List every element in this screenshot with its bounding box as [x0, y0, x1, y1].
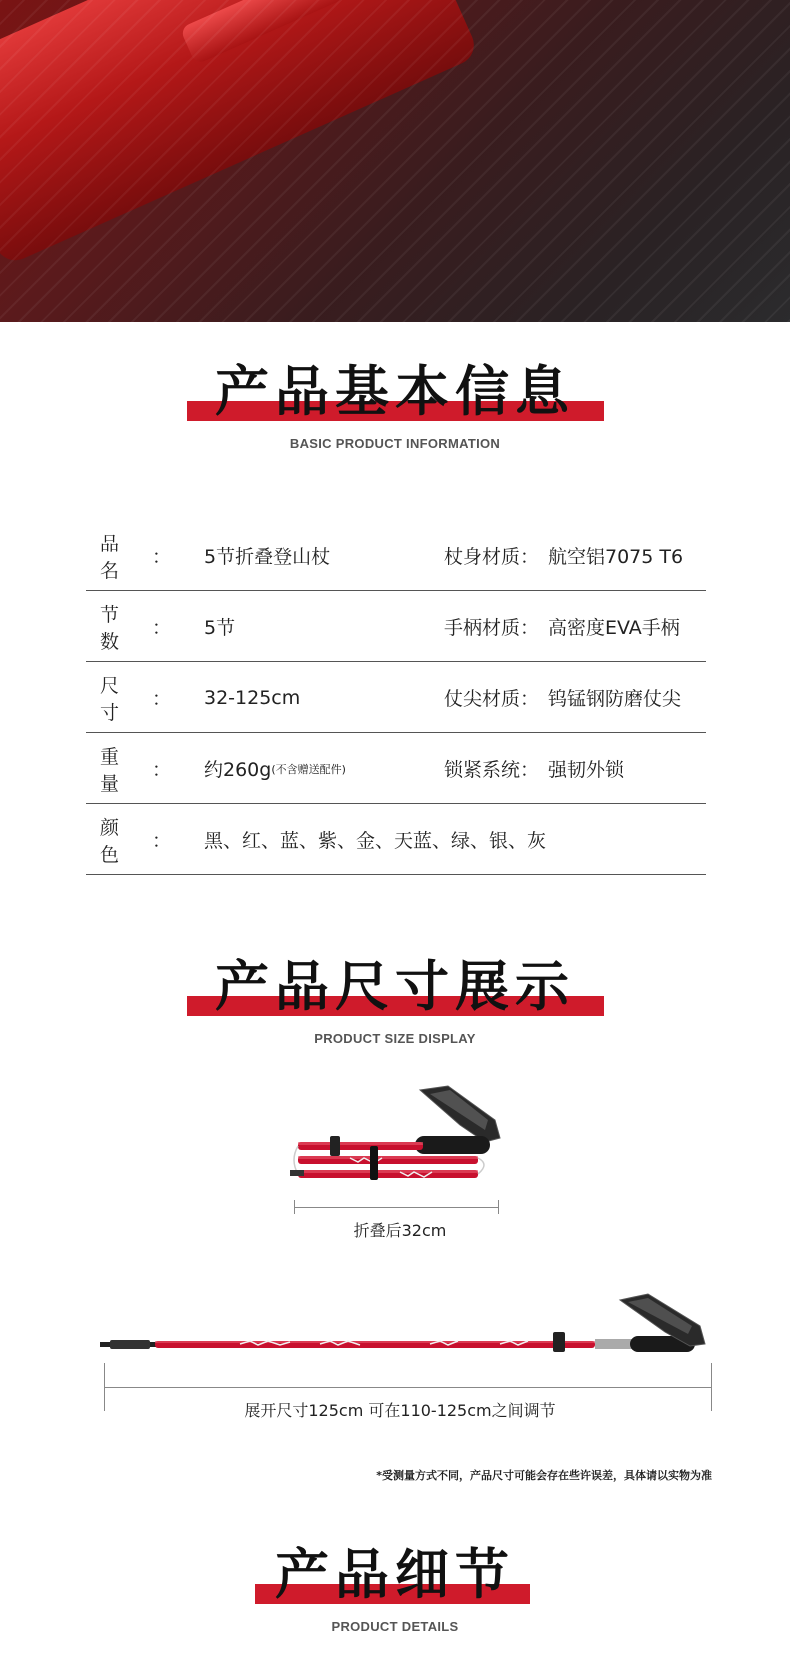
row-right-value: 钨锰钢防磨仗尖: [548, 688, 682, 710]
table-row: [86, 520, 706, 591]
table-row: [86, 804, 706, 875]
table-row: [86, 591, 706, 662]
dimension-tick: [104, 1363, 105, 1411]
row-right-value: 强韧外锁: [548, 759, 625, 781]
row-key: 品名: [100, 532, 148, 582]
section-heading-details: [0, 1543, 790, 1634]
dimension-tick: [294, 1200, 295, 1214]
dimension-tick: [711, 1363, 712, 1411]
row-value: 黑、红、蓝、紫、金、天蓝、绿、银、灰: [204, 830, 547, 852]
row-colon: ：: [152, 617, 172, 639]
section-subtitle: BASIC PRODUCT INFORMATION: [289, 436, 501, 451]
row-right-key: 锁紧系统：: [444, 759, 540, 781]
row-value-wrap: [204, 733, 346, 804]
banner-stripes: [0, 0, 790, 322]
extended-dimension-line: [104, 1387, 711, 1388]
row-right-key: 杖身材质：: [444, 546, 540, 568]
row-colon: ：: [152, 759, 172, 781]
row-value: 32-125cm: [204, 686, 301, 709]
row-key: 节数: [100, 603, 148, 653]
row-right-key: 手柄材质：: [444, 617, 540, 639]
row-colon: ：: [152, 830, 172, 852]
folded-dimension-line: [294, 1207, 498, 1208]
row-right-key: 仗尖材质：: [444, 688, 540, 710]
row-colon: ：: [152, 546, 172, 568]
section-title: 产品尺寸展示: [215, 955, 575, 1018]
row-right-value: 高密度EVA手柄: [548, 617, 680, 639]
table-row: [86, 733, 706, 804]
row-right-value: 航空铝7075 T6: [548, 546, 684, 568]
hero-banner: [0, 0, 790, 322]
section-title: 产品基本信息: [215, 360, 575, 423]
measurement-note: *受测量方式不同，产品尺寸可能会存在些许误差，具体请以实物为准: [376, 1469, 712, 1482]
product-info-table: [86, 520, 706, 875]
dimension-tick: [498, 1200, 499, 1214]
row-key: 颜色: [100, 816, 148, 866]
row-colon: ：: [152, 688, 172, 710]
row-key: 重量: [100, 745, 148, 795]
folded-caption: 折叠后32cm: [353, 1221, 447, 1240]
row-value: 约260g: [204, 759, 272, 781]
section-heading-basic-info: [0, 360, 790, 451]
row-key: 尺寸: [100, 674, 148, 724]
row-value: 5节: [204, 617, 236, 639]
section-subtitle: PRODUCT SIZE DISPLAY: [314, 1031, 476, 1046]
table-row: [86, 662, 706, 733]
section-title: 产品细节: [275, 1543, 515, 1606]
folded-pole-image: [290, 1080, 520, 1200]
section-heading-size-display: [0, 955, 790, 1046]
row-value-note: (不含赠送配件): [271, 762, 346, 776]
extended-caption: 展开尺寸125cm 可在110-125cm之间调节: [244, 1401, 556, 1420]
row-value: 5节折叠登山杖: [204, 546, 331, 568]
section-subtitle: PRODUCT DETAILS: [331, 1619, 459, 1634]
extended-pole-image: [100, 1290, 720, 1360]
